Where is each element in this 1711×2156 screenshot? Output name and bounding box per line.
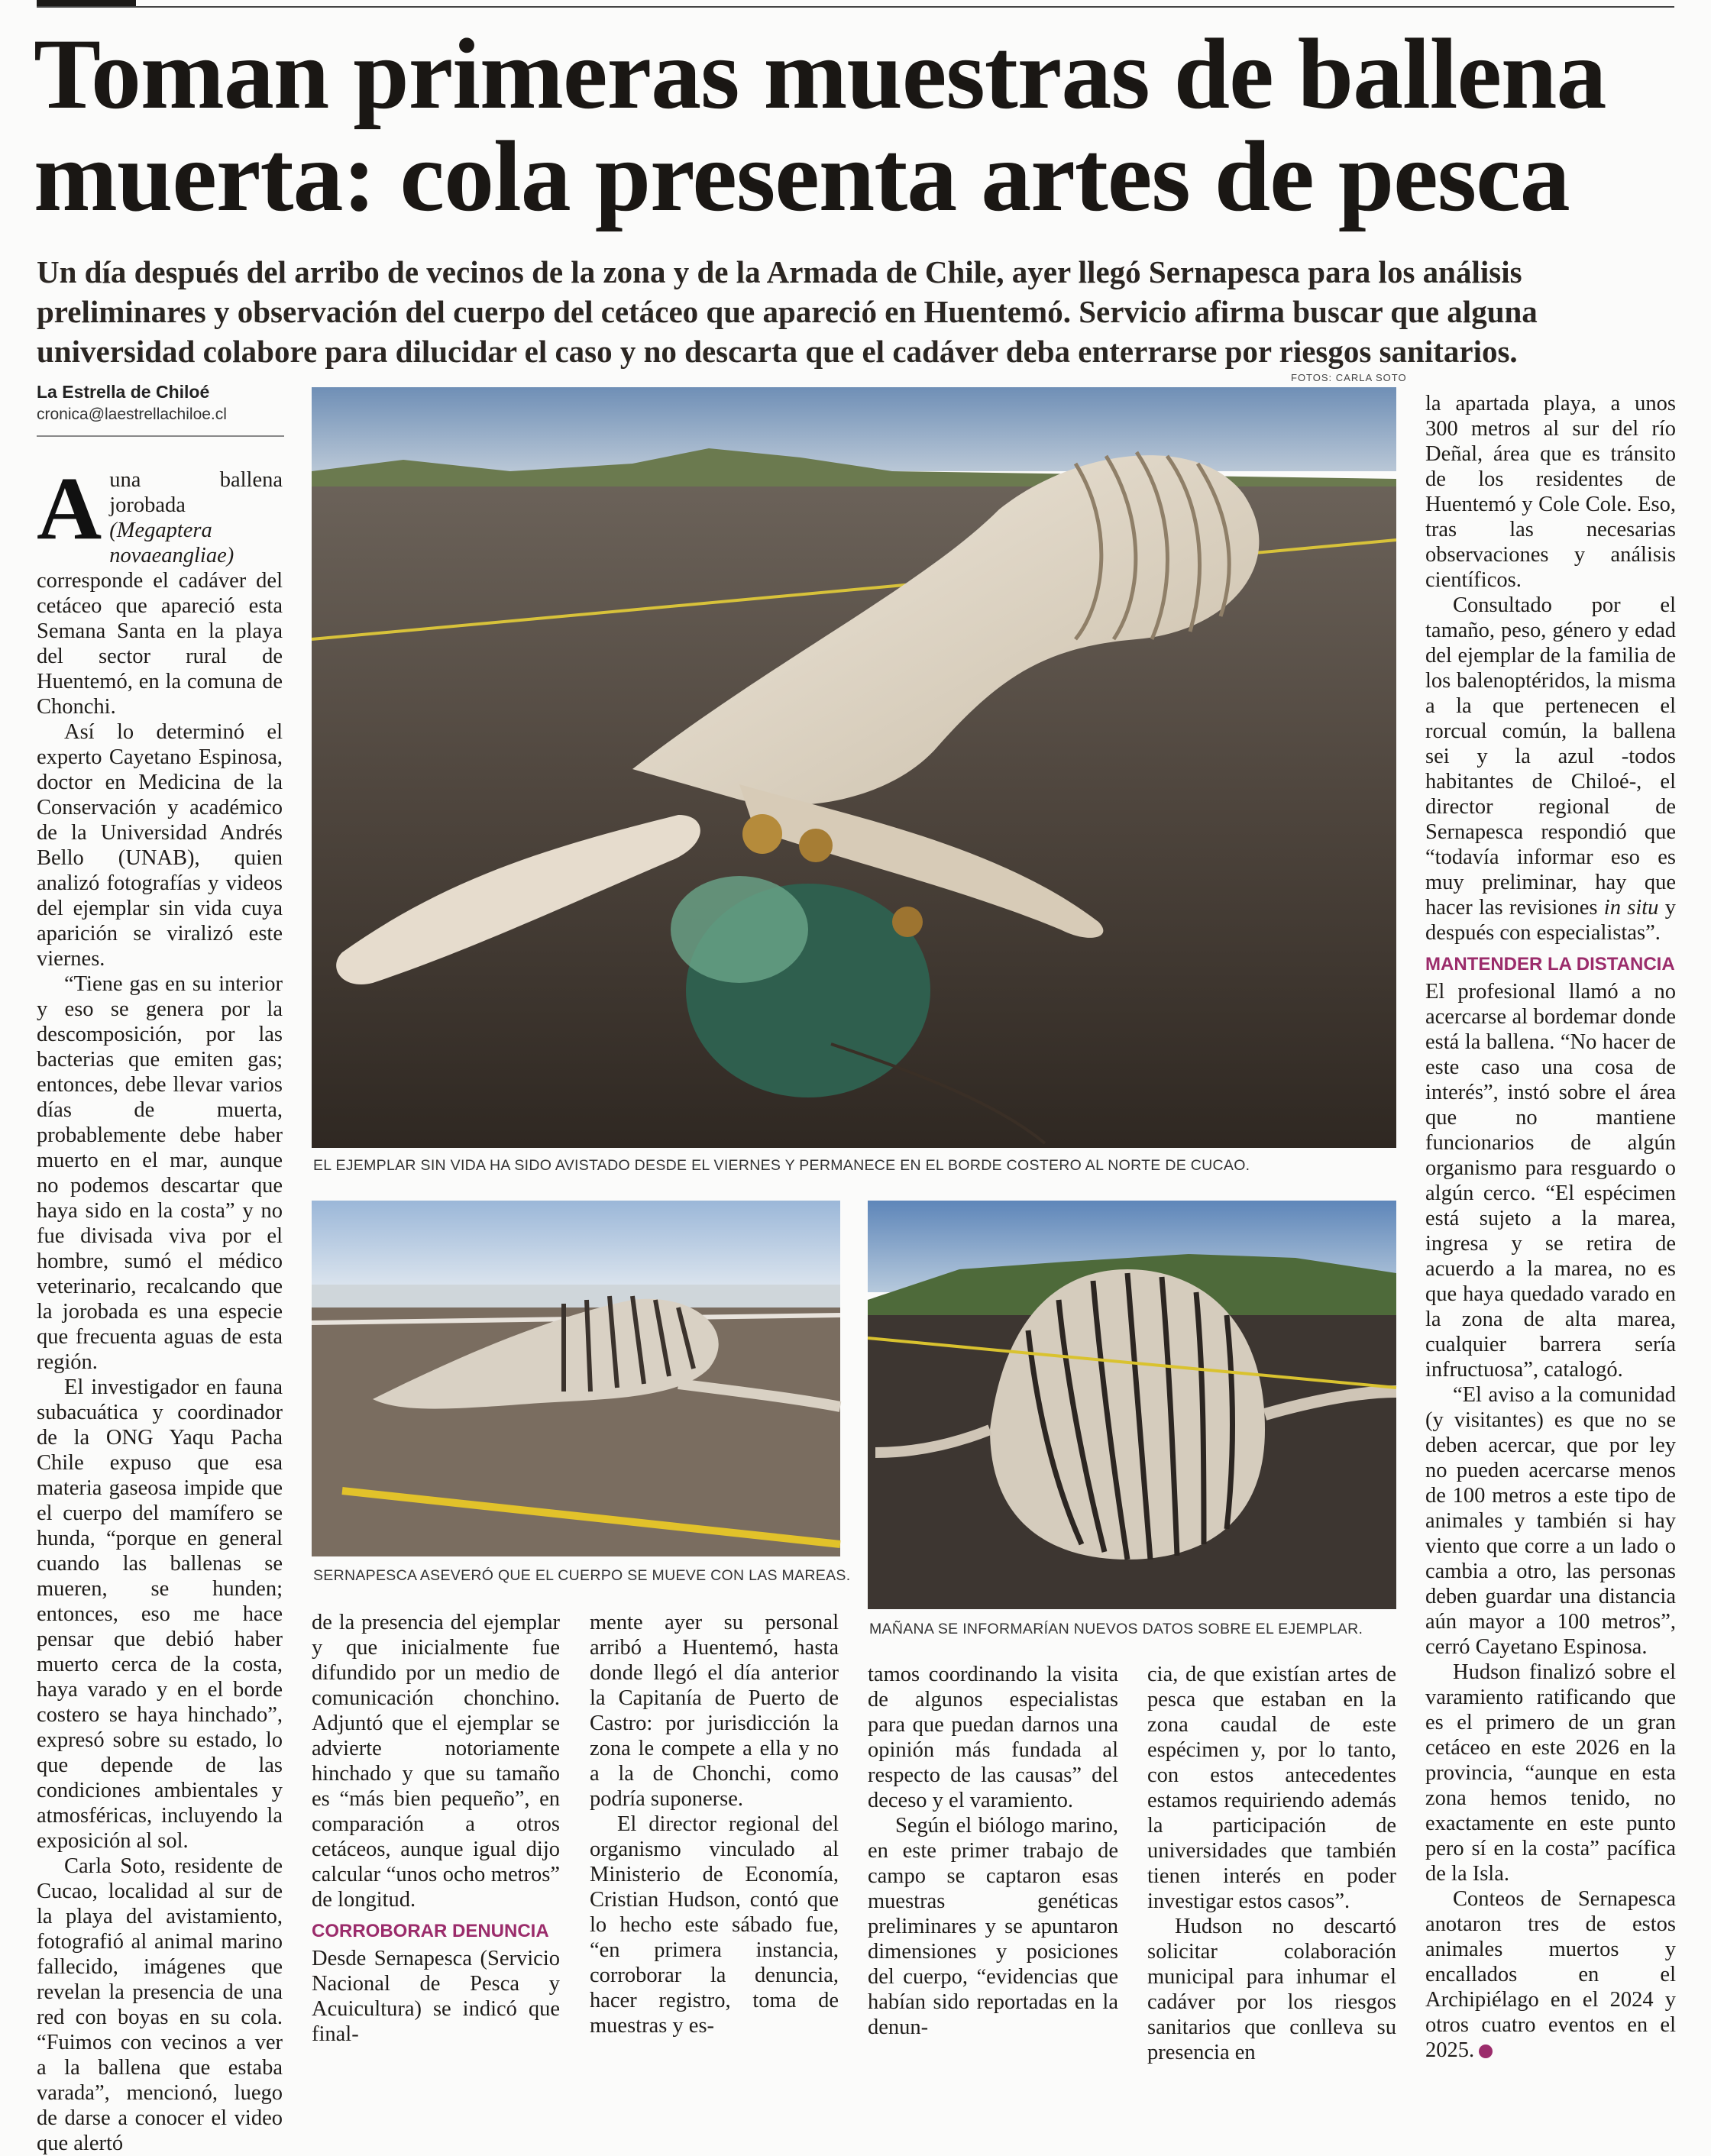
article-paragraph: El profesional llamó a no acercarse al bordemar donde está la ballena. “No hacer de este caso una cosa de interés”, instó sobre el área que no mantiene funcionarios de algún organismo para resguardo o algún cerco. “El espécimen está sujeto a la marea, ingresa y se retira de acuerdo a la marea, no es que haya quedado varado en la zona de alta marea, cualquier barrera sería infructuosa”, catalogó. <box>1425 980 1676 1382</box>
article-paragraph: Desde Sernapesca (Servicio Nacional de Pesca y Acuicultura) se indicó que final- <box>312 1947 560 2046</box>
lead-text-rest: corresponde el cadáver del cetáceo que apareció esta Semana Santa en la playa del sector rural de Huentemó, en la comuna de Chonchi. <box>37 569 283 719</box>
headline: Toman primeras muestras de ballena muerta: cola presenta artes de pesca <box>34 18 1606 232</box>
section-subhead-distancia: MANTENDER LA DISTANCIA <box>1425 954 1675 975</box>
article-paragraph <box>1425 1886 1676 2063</box>
paragraph-text-end: y después con especialistas”. <box>1425 896 1676 945</box>
subheadline: Un día después del arribo de vecinos de la zona y de la Armada de Chile, ayer llegó Sernapesca para los análisis preliminares y observación del cuerpo del cetáceo que apareció en Huentemó. Servicio afirma buscar que alguna universidad colabore para dilucidar el caso y no descarta que el cadáver deba enterrarse por riesgos sanitarios. <box>37 254 1538 369</box>
species-name: (Megaptera novaeangliae) <box>109 519 234 567</box>
article-column-2 <box>312 1610 560 2053</box>
dropcap: A <box>37 458 102 558</box>
in-situ-text: in situ <box>1603 896 1659 920</box>
article-paragraph: “El aviso a la comunidad (y visitantes) es que no se deben acercar, que por ley no pueden acercarse menos de 100 metros a este tipo de animales y también si hay viento que corre a un lado o cambia a otro, las personas deben guardar una distancia aún mayor a 100 metros”, cerró Cayetano Espinosa. <box>1425 1383 1676 1659</box>
article-column-1 <box>37 458 283 2155</box>
byline-divider <box>37 435 284 437</box>
article-paragraph: Según el biólogo marino, en este primer trabajo de campo se captaron esas muestras genéticas preliminares y se apuntaron dimensiones y posiciones del cuerpo, “evidencias que habían sido reportadas en la denun- <box>868 1814 1118 2039</box>
article-paragraph: Hudson no descartó solicitar colaboración municipal para inhumar el cadáver por los riesgos sanitarios que conlleva su presencia en <box>1147 1915 1396 2064</box>
byline <box>37 382 281 424</box>
article-column-6 <box>1425 391 1676 2062</box>
whale-front-photo <box>868 1201 1396 1609</box>
photo-credit: FOTOS: CARLA SOTO <box>1291 372 1407 383</box>
article-paragraph <box>1425 593 1676 945</box>
article-paragraph: Carla Soto, residente de Cucao, localidad al sur de la playa del avistamiento, fotografió al animal marino fallecido, imágenes que revelan la presencia de una red con boyas en su cola. “Fuimos con vecinos a ver a la ballena que estaba varada”, mencionó, luego de darse a conocer el video que alertó <box>37 1854 283 2155</box>
article-paragraph: “Tiene gas en su interior y eso se genera por la descomposición, por las bacterias que emiten gas; entonces, debe llevar varios días de muerta, probablemente debe haber muerto en el mar, aunque no podemos descartar que haya sido en la costa” y no fue divisada viva por el hombre, sumó el médico veterinario, recalcando que la jorobada es una especie que frecuenta aguas de esta región. <box>37 972 283 1374</box>
tide-photo-caption: SERNAPESCA ASEVERÓ QUE EL CUERPO SE MUEVE CON LAS MAREAS. <box>313 1567 851 1584</box>
main-whale-photo <box>312 387 1396 1148</box>
article-paragraph: tamos coordinando la visita de algunos especialistas para que puedan darnos una opinión más fundada al respecto de las causas” del deceso y el varamiento. <box>868 1663 1118 1812</box>
article-paragraph <box>37 458 283 719</box>
article-paragraph: Así lo determinó el experto Cayetano Espinosa, doctor en Medicina de la Conservación y académico de la Universidad Andrés Bello (UNAB), quien analizó fotografías y videos del ejemplar sin vida cuya aparición se viralizó este viernes. <box>37 720 283 971</box>
lead-text: una ballena jorobada <box>109 468 283 517</box>
front-photo-caption: MAÑANA SE INFORMARÍAN NUEVOS DATOS SOBRE EL EJEMPLAR. <box>869 1621 1363 1637</box>
byline-name: La Estrella de Chiloé <box>37 382 210 402</box>
byline-email[interactable]: cronica@laestrellachiloe.cl <box>37 406 227 423</box>
article-paragraph: El investigador en fauna subacuática y coordinador de la ONG Yaqu Pacha Chile expuso que esa materia gaseosa impide que el cuerpo del mamífero se hunda, “porque en general cuando las ballenas se mueren, se hunden; entonces, eso me hace pensar que debió haber muerto cerca de la costa, haya varado y en el borde costero se haya hinchado”, expresó sobre su estado, lo que depende de las condiciones ambientales y atmosféricas, incluyendo la exposición al sol. <box>37 1375 283 1853</box>
main-photo-caption: EL EJEMPLAR SIN VIDA HA SIDO AVISTADO DESDE EL VIERNES Y PERMANECE EN EL BORDE COSTERO AL NORTE DE CUCAO. <box>313 1157 1250 1174</box>
article-paragraph: de la presencia del ejemplar y que inicialmente fue difundido por un medio de comunicación chonchino. Adjuntó que el ejemplar se advierte notoriamente hinchado y que su tamaño es “más bien pequeño”, en comparación a otros cetáceos, aunque igual dijo calcular “unos ocho metros” de longitud. <box>312 1611 560 1912</box>
end-of-article-icon <box>1479 2044 1493 2058</box>
article-paragraph: El director regional del organismo vinculado al Ministerio de Economía, Cristian Hudson, contó que lo hecho este sábado fue, “en primera instancia, corroborar la denuncia, hacer registro, toma de muestras y es- <box>590 1812 839 2038</box>
article-column-3 <box>590 1610 839 2053</box>
closing-text: Conteos de Sernapesca anotaron tres de estos animales muertos y encallados en el Archipiélago en el 2024 y otros cuatro eventos en el 2025. <box>1425 1887 1676 2062</box>
whale-tide-photo <box>312 1201 840 1556</box>
article-paragraph: Hudson finalizó sobre el varamiento ratificando que es el primero de un gran cetáceo en este 2026 en la provincia, “aunque en esta zona hemos tenido, no exactamente en este punto pero sí en la costa” pacífica de la Isla. <box>1425 1660 1676 1886</box>
article-paragraph: mente ayer su personal arribó a Huentemó, hasta donde llegó el día anterior la Capitanía de Puerto de Castro: por jurisdicción la zona le compete a ella y no a la de Chonchi, como podría suponerse. <box>590 1611 839 1811</box>
article-paragraph: la apartada playa, a unos 300 metros al sur del río Deñal, área que es tránsito de los residentes de Huentemó y Cole Cole. Eso, tras las necesarias observaciones y análisis científicos. <box>1425 392 1676 592</box>
section-subhead-corroborar: CORROBORAR DENUNCIA <box>312 1921 549 1941</box>
article-column-4 <box>868 1662 1118 2051</box>
top-rule <box>37 6 1674 8</box>
article-paragraph: cia, de que existían artes de pesca que estaban en la zona caudal de este espécimen y, por lo tanto, con estos antecedentes estamos requiriendo además la participación de universidades que también tienen interés en poder investigar estos casos”. <box>1147 1663 1396 1913</box>
article-column-5 <box>1147 1662 1396 2064</box>
paragraph-text: Consultado por el tamaño, peso, género y edad del ejemplar de la familia de los balenoptéridos, la misma a la que pertenecen el rorcual común, la ballena sei y la azul -todos habitantes de Chiloé-, el director regional de Sernapesca respondió que “todavía informar eso es muy preliminar, hay que hacer las revisiones <box>1425 593 1676 920</box>
